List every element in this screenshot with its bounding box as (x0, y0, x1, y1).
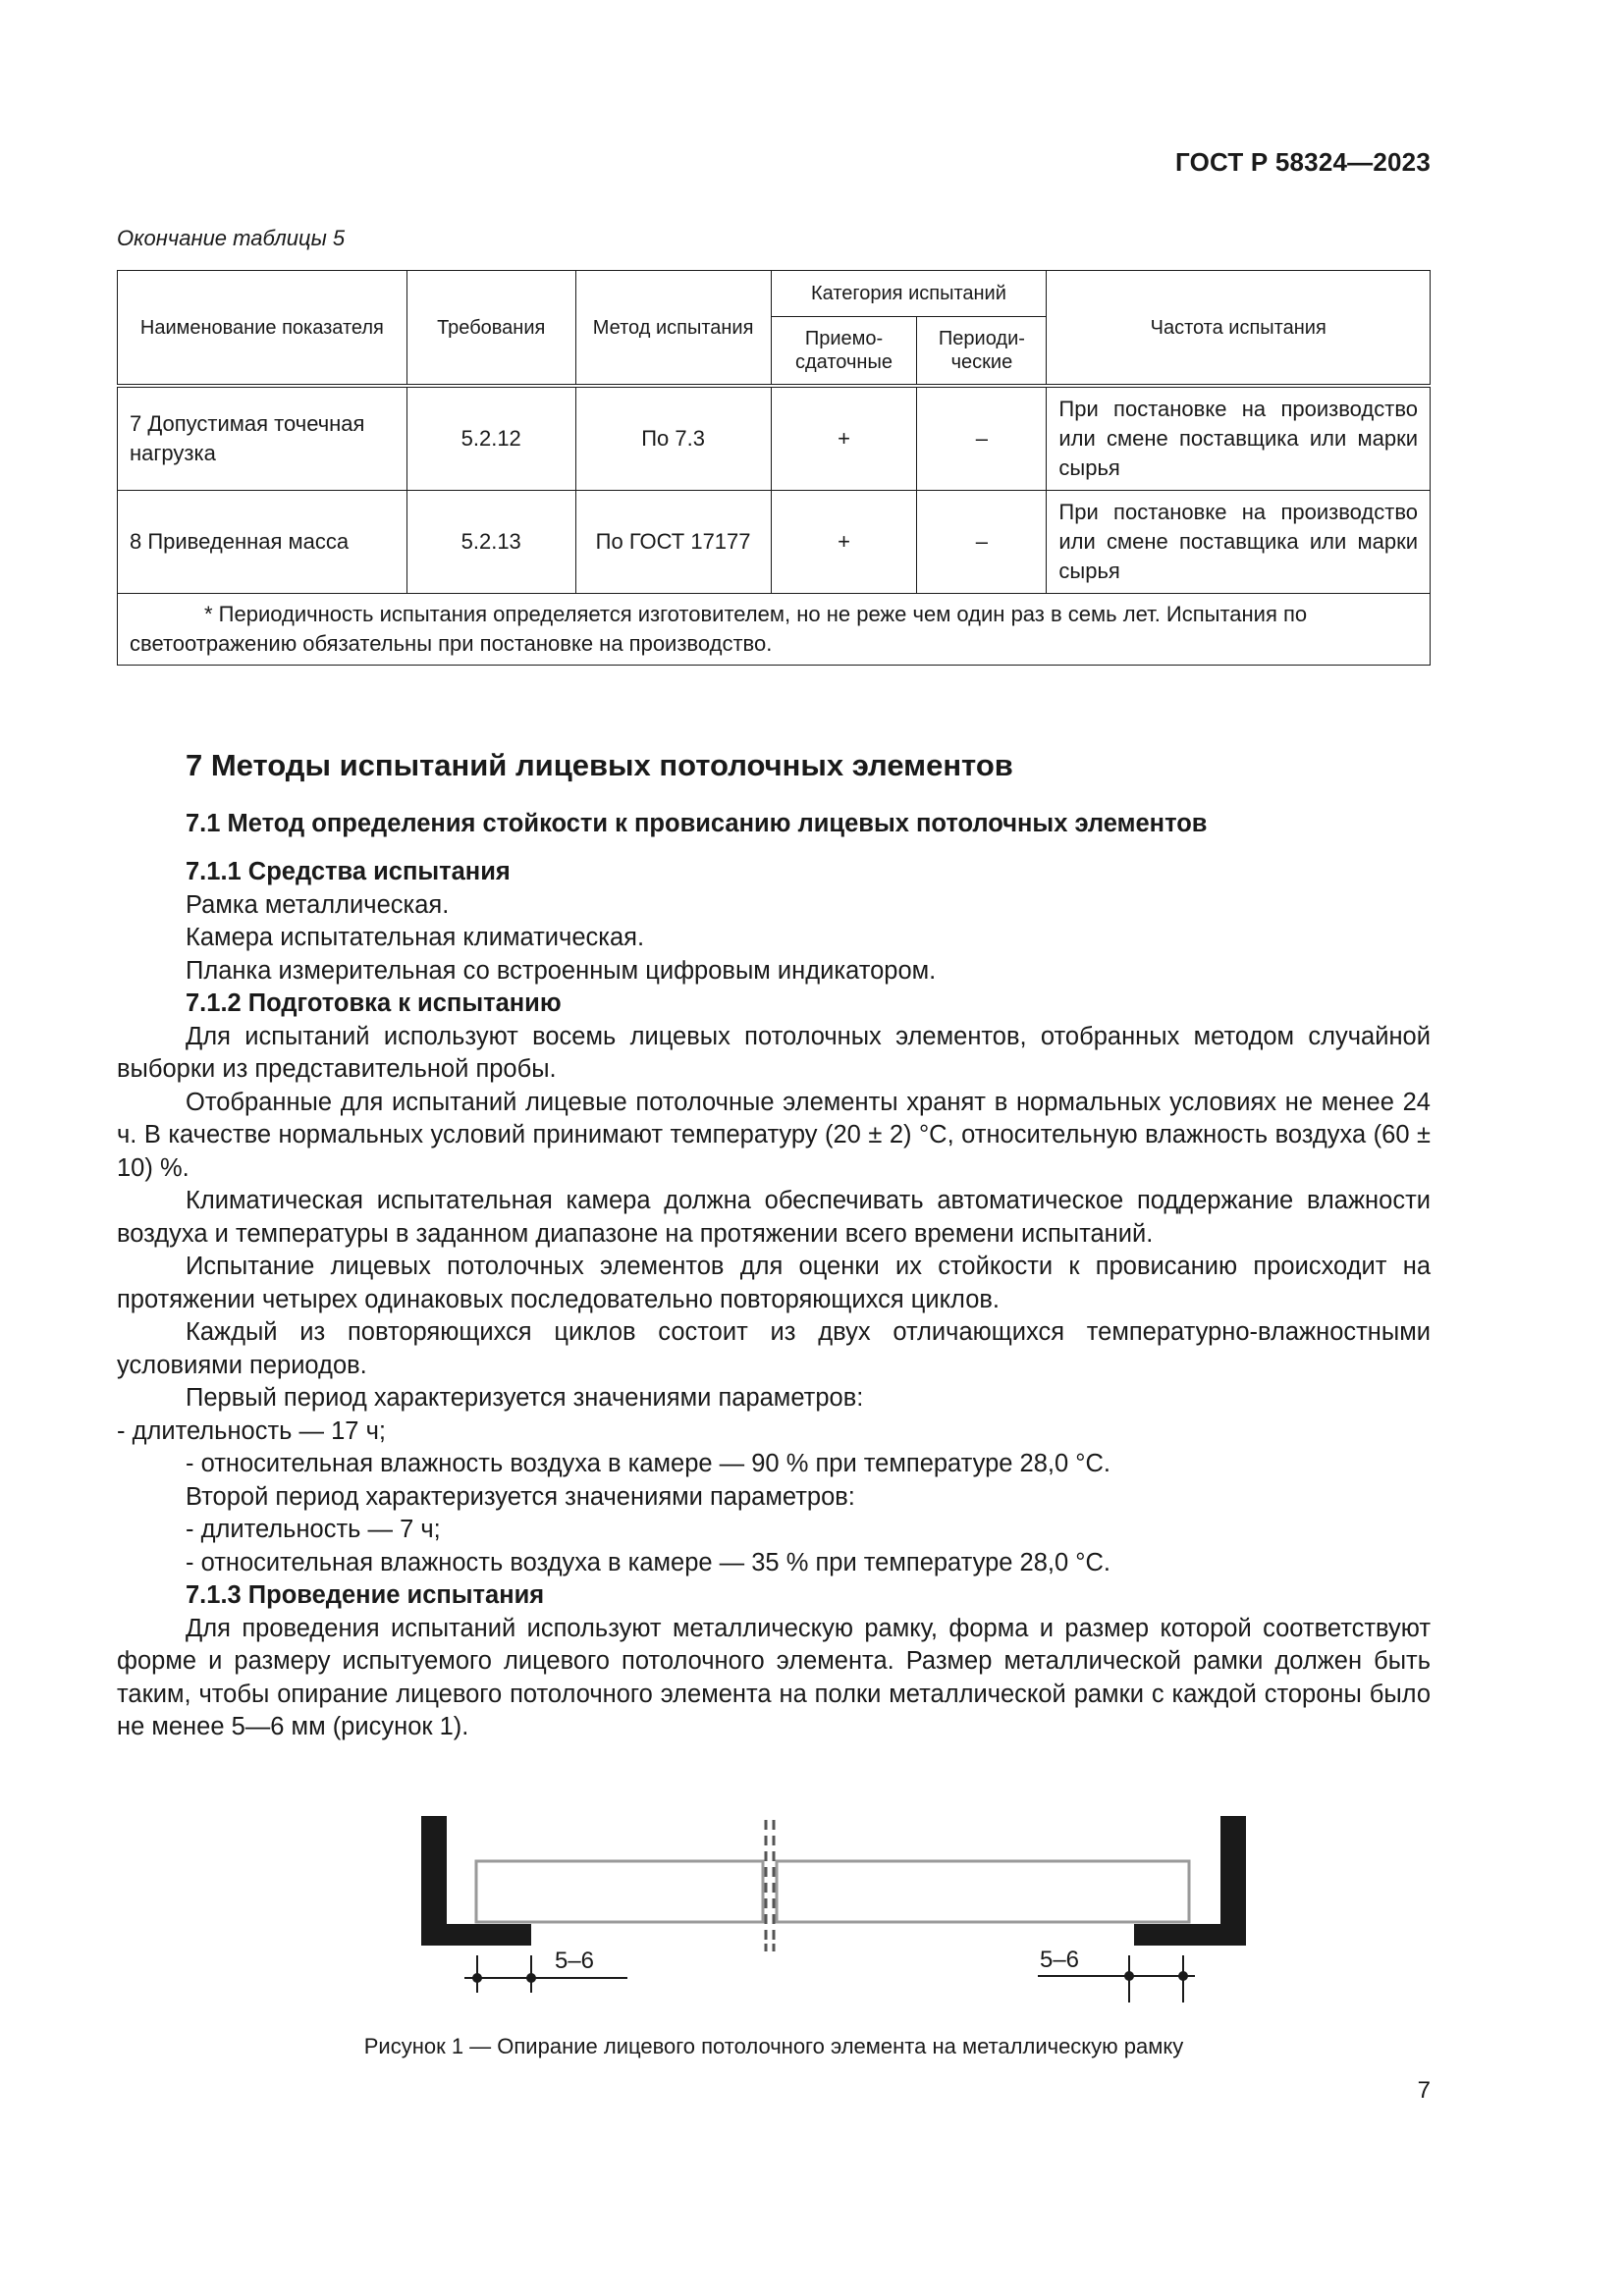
requirements-table (117, 270, 1431, 666)
row-requirements: 5.2.12 (406, 386, 575, 491)
subsection-title: 7.1 Метод определения стойкости к провисанию лицевых потолочных элементов (186, 810, 1208, 837)
row-requirements: 5.2.13 (406, 491, 575, 594)
row-periodic: – (917, 491, 1047, 594)
subsection-713-title: 7.1.3 Проведение испытания (186, 1581, 545, 1609)
row-method: По 7.3 (575, 386, 771, 491)
row-frequency: При постановке на производство или смене поставщика или марки сырья (1047, 491, 1431, 594)
dash-item: - относительная влажность воздуха в камере — 90 % при температуре 28,0 °С. (186, 1450, 1110, 1477)
header-frequency: Частота испытания (1047, 271, 1431, 387)
dim-left-dot (472, 1973, 482, 1983)
table-row (118, 386, 1431, 491)
row-name: 8 Приведенная масса (118, 491, 407, 594)
subsection-712-title: 7.1.2 Подготовка к испытанию (186, 989, 562, 1017)
list-item: Камера испытательная климатическая. (186, 924, 645, 951)
table-row (118, 491, 1431, 594)
figure-caption: Рисунок 1 — Опирание лицевого потолочного элемента на металлическую рамку (363, 2034, 1184, 2058)
ceiling-element-left (476, 1861, 763, 1922)
row-frequency: При постановке на производство или смене поставщика или марки сырья (1047, 386, 1431, 491)
dash-item: - длительность — 17 ч; (117, 1416, 386, 1445)
paragraph: Для испытаний используют восемь лицевых потолочных элементов, отобранных методом случайной выборки из представительной пробы. (117, 1022, 1431, 1083)
row-method: По ГОСТ 17177 (575, 491, 771, 594)
frame-support-figure (411, 1806, 1256, 2002)
dash-item: - относительная влажность воздуха в камере — 35 % при температуре 28,0 °С. (186, 1548, 1110, 1576)
row-acceptance: + (771, 491, 917, 594)
header-method: Метод испытания (575, 271, 771, 387)
paragraph: Второй период характеризуется значениями параметров: (186, 1482, 855, 1511)
ceiling-element-right (777, 1861, 1189, 1922)
table-note-row (118, 594, 1431, 666)
page-number: 7 (1417, 2077, 1431, 2104)
dim-left-dot (526, 1973, 536, 1983)
paragraph: Испытание лицевых потолочных элементов для оценки их стойкости к провисанию происходит на протяжении четырех одинаковых последовательно повторяющихся циклов. (117, 1253, 1431, 1313)
row-name: 7 Допустимая точечная нагрузка (118, 386, 407, 491)
dim-right-label: 5–6 (1039, 1947, 1080, 1973)
dim-right-dot (1178, 1971, 1188, 1981)
paragraph: Отобранные для испытаний лицевые потолочные элементы хранят в нормальных условиях не менее 24 ч. В качестве нормальных условий принимают температуру (20 ± 2) °С, относительную влажность воздуха (60 ± 10) %. (117, 1088, 1431, 1182)
dim-right-dot (1124, 1971, 1134, 1981)
header-periodic: Периоди-ческие (917, 317, 1047, 387)
row-acceptance: + (771, 386, 917, 491)
document-code: ГОСТ Р 58324—2023 (1175, 147, 1431, 177)
right-frame-shelf (1134, 1924, 1246, 1946)
subsection-711-title: 7.1.1 Средства испытания (186, 858, 511, 885)
list-item: Рамка металлическая. (186, 890, 450, 919)
section-title: 7 Методы испытаний лицевых потолочных элементов (186, 748, 1013, 782)
list-item: Планка измерительная со встроенным цифровым индикатором. (186, 956, 937, 985)
header-name: Наименование показателя (118, 271, 407, 387)
paragraph: Первый период характеризуется значениями параметров: (186, 1384, 864, 1412)
dash-item: - длительность — 7 ч; (186, 1516, 441, 1543)
paragraph: Климатическая испытательная камера должна обеспечивать автоматическое поддержание влажности воздуха и температуры в заданном диапазоне на протяжении всего времени испытаний. (117, 1187, 1431, 1248)
header-category: Категория испытаний (771, 271, 1047, 317)
dim-left-label: 5–6 (554, 1948, 595, 1974)
section-body (117, 746, 1431, 1744)
table-note: * Периодичность испытания определяется изготовителем, но не реже чем один раз в семь лет. Испытания по светоотражению обязательны при постановке на производство. (118, 594, 1431, 666)
left-frame-shelf (421, 1924, 531, 1946)
paragraph: Каждый из повторяющихся циклов состоит из двух отличающихся температурно-влажностными условиями периодов. (117, 1318, 1431, 1379)
table-caption: Окончание таблицы 5 (117, 226, 346, 250)
paragraph: Для проведения испытаний используют металлическую рамку, форма и размер которой соответствуют форме и размеру испытуемого лицевого потолочного элемента. Размер металлической рамки должен быть таким, чтобы опирание лицевого потолочного элемента на полки металлической рамки с каждой стороны было не менее 5—6 мм (рисунок 1). (117, 1614, 1431, 1740)
header-acceptance: Приемо-сдаточные (771, 317, 917, 387)
row-periodic: – (917, 386, 1047, 491)
header-requirements: Требования (406, 271, 575, 387)
